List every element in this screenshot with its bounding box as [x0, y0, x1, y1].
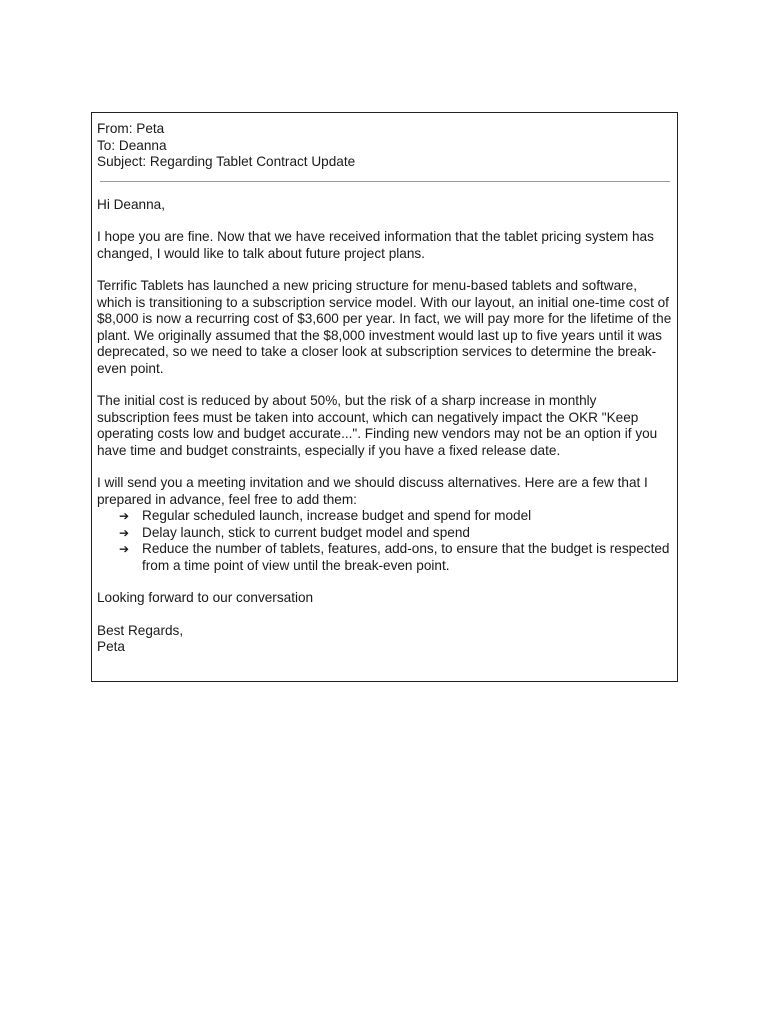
arrow-right-icon: ➔ — [119, 525, 130, 540]
email-signoff: Best Regards, — [97, 622, 184, 638]
list-item — [97, 525, 672, 542]
arrow-right-icon: ➔ — [119, 542, 130, 556]
email-greeting: Hi Deanna, — [97, 196, 166, 212]
email-signoff-block — [97, 623, 672, 656]
list-item — [97, 541, 672, 574]
list-item-text: Delay launch, stick to current budget model and spend — [142, 524, 470, 540]
email-from: From: Peta — [97, 121, 165, 136]
alternatives-list — [97, 508, 672, 574]
header-divider — [100, 181, 670, 182]
email-subject: Subject: Regarding Tablet Contract Update — [97, 154, 356, 169]
list-item-text: Reduce the number of tablets, features, add-ons, to ensure that the budget is respected from a time point of view until the break-even point. — [142, 541, 670, 573]
arrow-right-icon: ➔ — [119, 509, 130, 523]
email-to: To: Deanna — [97, 137, 167, 153]
email-paragraph-4: I will send you a meeting invitation and we should discuss alternatives. Here are a few that I prepared in advance, feel free to add them: — [97, 475, 648, 507]
email-paragraph-2: Terrific Tablets has launched a new pricing structure for menu-based tablets and software, which is transitioning to a subscription service model. With our layout, an initial one-time cost of $8,000 is now a recurring cost of $3,600 per year. In fact, we will pay more for the lifetime of the plant. We originally assumed that the $8,000 investment would last up to five years until it was deprecated, so we need to take a closer look at subscription services to determine the break-even point. — [97, 278, 672, 376]
list-item — [97, 508, 672, 525]
email-signature: Peta — [97, 639, 125, 654]
email-closing-line: Looking forward to our conversation — [97, 590, 314, 605]
email-document — [91, 112, 678, 682]
email-paragraph-1: I hope you are fine. Now that we have received information that the tablet pricing system has changed, I would like to talk about future project plans. — [97, 229, 654, 261]
list-item-text: Regular scheduled launch, increase budget and spend for model — [142, 508, 532, 523]
email-paragraph-3: The initial cost is reduced by about 50%, but the risk of a sharp increase in monthly subscription fees must be taken into account, which can negatively impact the OKR "Keep operating costs low and budget accurate...". Finding new vendors may not be an option if you have time and budget constraints, especially if you have a fixed release date. — [97, 393, 658, 458]
